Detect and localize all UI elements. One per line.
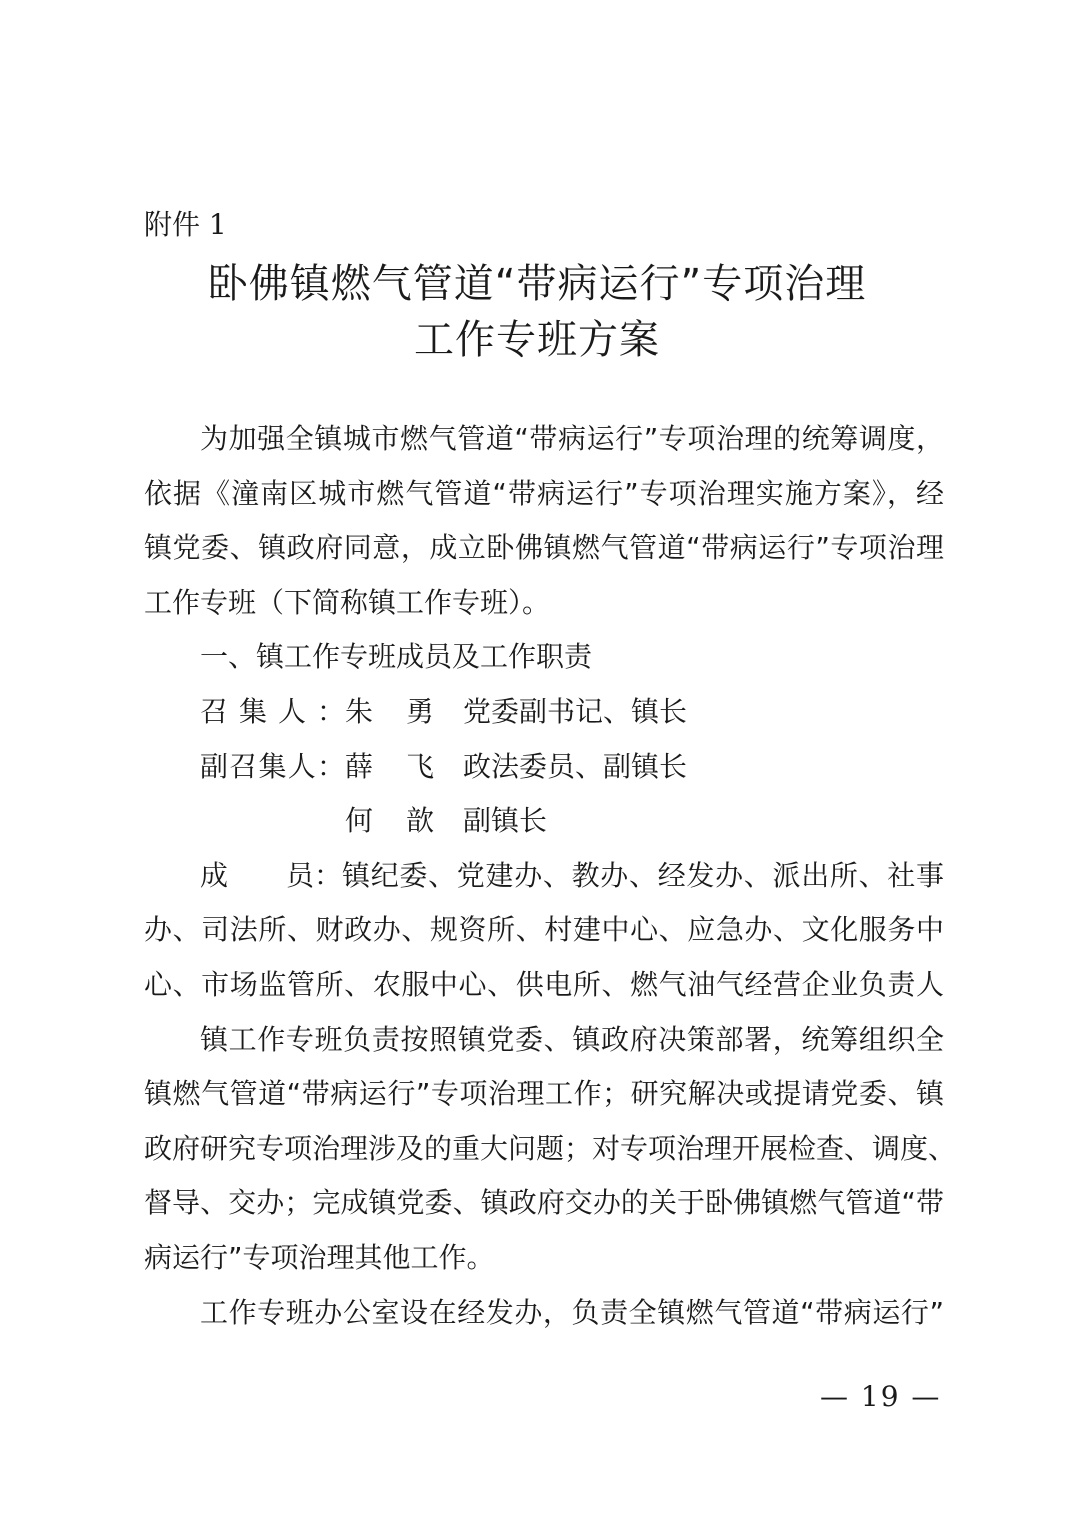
document-title-line-2: 工作专班方案 xyxy=(414,317,660,363)
section-1-heading: 一、镇工作专班成员及工作职责 xyxy=(200,640,593,674)
member-row-convener xyxy=(144,685,944,740)
member-duty: 党委副书记、镇长 xyxy=(463,694,688,728)
page-number: — 19 — xyxy=(820,1380,942,1413)
duties-line-2: 镇燃气管道“带病运行”专项治理工作；研究解决或提请党委、镇 xyxy=(144,1077,944,1111)
intro-line-3: 镇党委、镇政府同意，成立卧佛镇燃气管道“带病运行”专项治理 xyxy=(144,531,944,565)
member-duty: 副镇长 xyxy=(463,804,548,838)
intro-line-1: 为加强全镇城市燃气管道“带病运行”专项治理的统筹调度， xyxy=(200,422,944,455)
member-list-line-1 xyxy=(144,849,944,904)
member-list-label-a: 成 xyxy=(200,858,229,892)
member-list-label-b: 员： xyxy=(286,858,343,892)
member-list-line-2: 办、司法所、财政办、规资所、村建中心、应急办、文化服务中 xyxy=(144,913,944,947)
intro-line-4: 工作专班（下简称镇工作专班）。 xyxy=(144,585,551,619)
member-name: 朱勇 xyxy=(345,694,434,728)
duties-line-3: 政府研究专项治理涉及的重大问题；对专项治理开展检查、调度、 xyxy=(144,1131,957,1165)
member-row-deputy-convener xyxy=(144,740,944,795)
member-role: 副召集人： xyxy=(200,749,345,783)
member-list-units: 镇纪委、党建办、教办、经发办、派出所、社事 xyxy=(342,858,944,892)
member-name: 薛飞 xyxy=(345,749,434,783)
member-role: 召集人： xyxy=(200,694,345,728)
member-list-line-3: 心、市场监管所、农服中心、供电所、燃气油气经营企业负责人 xyxy=(144,967,944,1001)
document-title-line-1: 卧佛镇燃气管道“带病运行”专项治理 xyxy=(207,261,867,307)
member-name: 何歆 xyxy=(345,804,434,838)
office-line-1: 工作专班办公室设在经发办，负责全镇燃气管道“带病运行” xyxy=(200,1295,944,1329)
intro-line-2: 依据《潼南区城市燃气管道“带病运行”专项治理实施方案》，经 xyxy=(144,476,944,510)
duties-line-5: 病运行”专项治理其他工作。 xyxy=(144,1240,495,1274)
document-body xyxy=(144,412,957,1340)
duties-line-1: 镇工作专班负责按照镇党委、镇政府决策部署，统筹组织全 xyxy=(200,1022,944,1056)
attachment-label: 附件 1 xyxy=(144,208,227,241)
duties-line-4: 督导、交办；完成镇党委、镇政府交办的关于卧佛镇燃气管道“带 xyxy=(144,1186,944,1220)
member-duty: 政法委员、副镇长 xyxy=(463,749,688,783)
member-row-deputy-2 xyxy=(144,794,944,849)
